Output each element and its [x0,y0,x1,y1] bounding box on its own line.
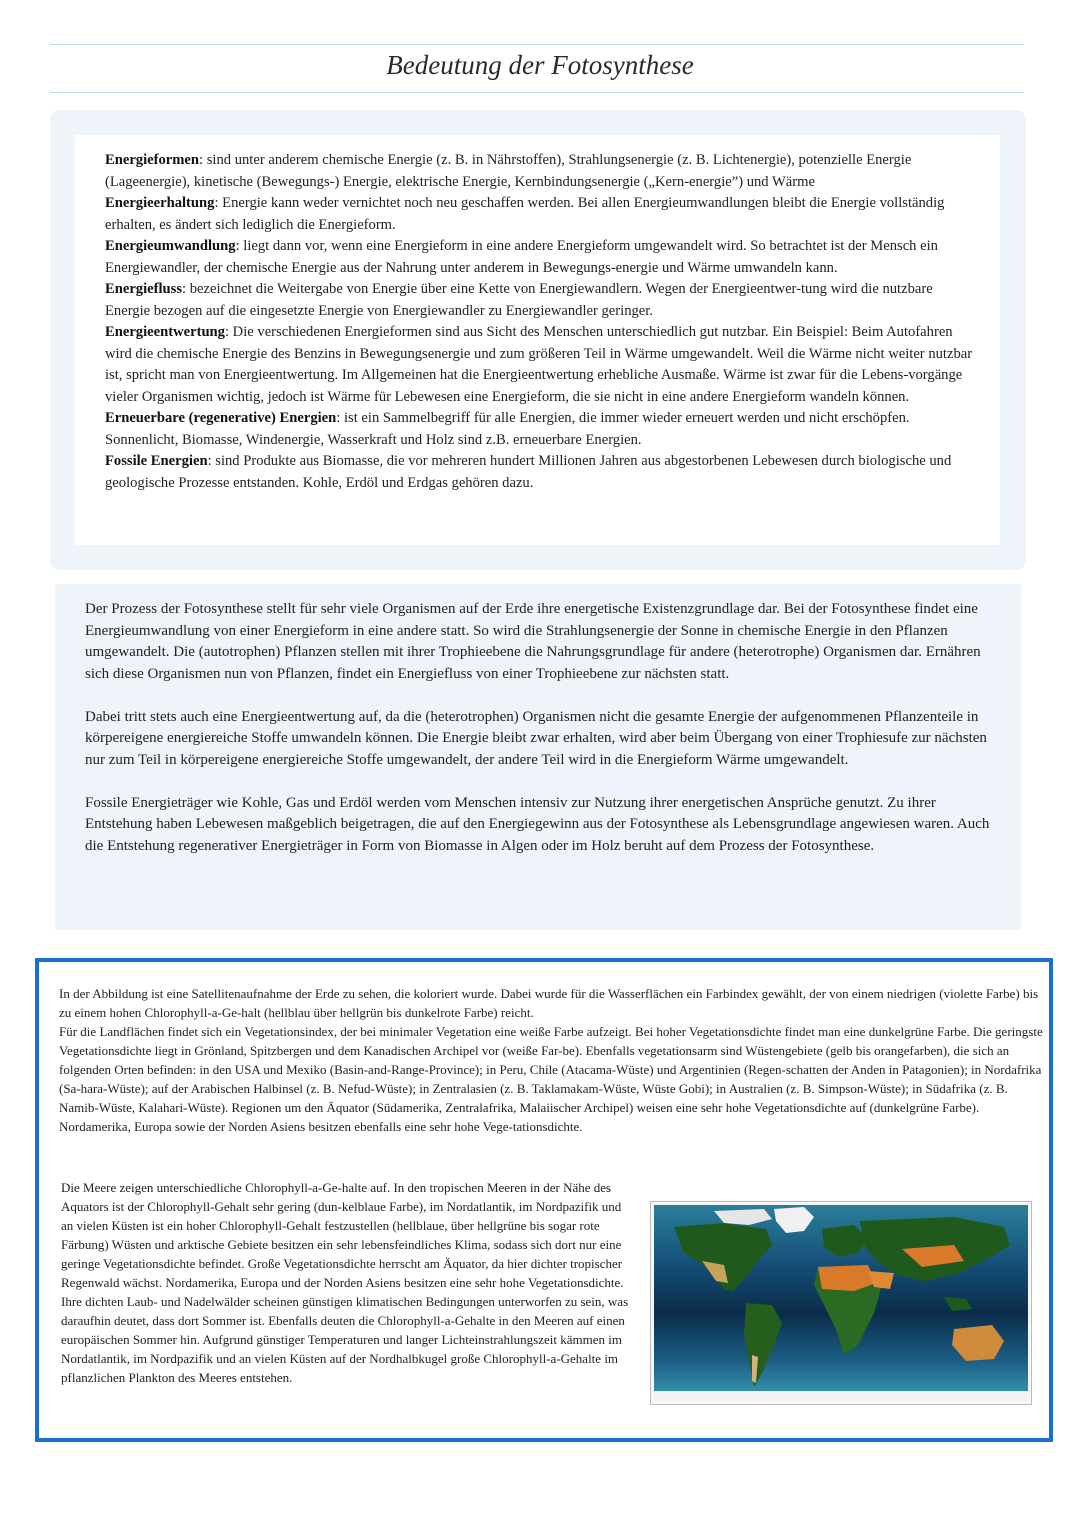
definition-term: Energieformen [105,152,200,168]
definitions-list [105,150,975,494]
definition-text: : liegt dann vor, wenn eine Energieform in eine andere Energieform umgewandelt wird. So betrachtet ist der Mensch ein Energiewandler, der chemische Energie aus der Nahrung unter anderem in Bewegungs-energie und Wärme umwandeln kann. [105,238,938,276]
definition-energieformen [105,150,975,193]
definition-text: : Energie kann weder vernichtet noch neu geschaffen werden. Bei allen Energieumwandlungen bleibt die Energie vollständig erhalten, es ändert sich lediglich die Energieform. [105,195,945,233]
definition-term: Erneuerbare (regenerative) Energien [105,410,337,426]
definition-text: : Die verschiedenen Energieformen sind aus Sicht des Menschen unterschiedlich gut nutzbar. Ein Beispiel: Beim Autofahren wird die chemische Energie des Benzins in Bewegungsenergie und zum größeren Teil in Wärme umgewandelt. Weil die Wärme nicht weiter nutzbar ist, spricht man von Energieentwertung. Im Allgemeinen hat die Energieentwertung erhebliche Ausmaße. Wärme ist zwar für die Lebens-vorgänge vieler Organismen wichtig, jedoch ist Wärme für Lebewesen eine Energieform, die sie nicht in eine andere Energieform wandeln können. [105,324,973,405]
header-top-rule [50,44,1024,45]
definition-text: : ist ein Sammelbegriff für alle Energien, die immer wieder erneuert werden und nicht erschöpfen. Sonnenlicht, Biomasse, Windenergie, Wasserkraft und Holz sind z.B. erneuerbare Energien. [105,410,910,448]
satellite-panel [35,958,1053,1442]
definition-term: Energieentwertung [105,324,225,340]
definition-energieerhaltung [105,193,975,236]
satellite-intro-paragraph: Für die Landflächen findet sich ein Vegetationsindex, der bei minimaler Vegetation eine weiße Farbe aufzeigt. Bei hoher Vegetationsdichte findet man eine dunkelgrüne Farbe. Die geringste Vegetationsdichte liegt in Grönland, Spitzbergen und dem Kanadischen Archipel vor (weiße Far-be). Ebenfalls vegetationsarm sind Wüstengebiete (gelb bis orangefarben), die sich an folgenden Orten befinden: in den USA und Mexiko (Basin-and-Range-Province); in Peru, Chile (Atacama-Wüste) und Argentinien (Regen-schatten der Anden in Patagonien); in Nordafrika (Sa-hara-Wüste); auf der Arabischen Halbinsel (z. B. Nefud-Wüste); in Zentralasien (z. B. Taklamakam-Wüste, Wüste Gobi); in Australien (z. B. Simpson-Wüste); in Südafrika (z. B. Namib-Wüste, Kalahari-Wüste). Regionen um den Äquator (Südamerika, Zentralafrika, Malaiischer Archipel) weisen eine sehr hohe Vegetationsdichte auf (dunkelgrüne Farbe). Nordamerika, Europa sowie der Norden Asiens besitzen ebenfalls eine sehr hohe Vege-tationsdichte. [59,1024,1043,1134]
photosynthesis-panel [55,584,1021,930]
antarctica [654,1391,1028,1401]
world-map-graphic [654,1205,1028,1401]
satellite-detail [61,1178,631,1387]
photosynthesis-paragraph: Dabei tritt stets auch eine Energieentwertung auf, da die (heterotrophen) Organismen nicht die gesamte Energie der aufgenommenen Pflanzenteile in körpereigene energiereiche Stoffe umwandeln können. Die Energie bleibt zwar erhalten, wird aber beim Übergang von einer Trophiesufe zur nächsten nur zum Teil in körpereigene energiereiche Stoffe umgewandelt, der andere Teil wird in die Energieform Wärme umgewandelt. [85,708,987,768]
definition-erneuerbare-energien [105,408,975,451]
satellite-intro [59,984,1044,1136]
definition-text: : sind Produkte aus Biomasse, die vor mehreren hundert Millionen Jahren aus abgestorbenen Lebewesen durch biologische und geologische Prozesse entstanden. Kohle, Erdöl und Erdgas gehören dazu. [105,453,952,491]
definitions-card [75,135,1000,545]
page-title: Bedeutung der Fotosynthese [386,50,694,80]
definition-energieentwertung [105,322,975,408]
definition-fossile-energien [105,451,975,494]
photosynthesis-paragraph: Fossile Energieträger wie Kohle, Gas und Erdöl werden vom Menschen intensiv zur Nutzung ihrer energetischen Ansprüche genutzt. Zu ihrer Entstehung haben Lebewesen maßgeblich beigetragen, die auf den Energiegewinn aus der Fotosynthese als Lebensgrundlage angewiesen waren. Auch die Entstehung regenerativer Energieträger in Form von Biomasse in Algen oder im Holz beruht auf dem Prozess der Fotosynthese. [85,794,990,854]
definition-energieumwandlung [105,236,975,279]
satellite-detail-paragraph: Die Meere zeigen unterschiedliche Chlorophyll-a-Ge-halte auf. In den tropischen Meeren in der Nähe des Aquators ist der Chlorophyll-Gehalt sehr gering (dun-kelblaue Farbe), im Nordatlantik, im Nordpazifik und an vielen Küsten ist ein hoher Chlorophyll-Gehalt festzustellen (hellblaue, über hellgrüne bis sogar rote Färbung) Wüsten und arktische Gebiete besitzen ein sehr lebensfeindliches Klima, sodass sich dort nur eine geringe Vegetationsdichte befindet. Große Vegetationsdichte herrscht am Äquator, da hier dichter tropischer Regenwald wächst. Nordamerika, Europa und der Norden Asiens besitzen eine sehr hohe Vegetationsdichte. Ihre dichten Laub- und Nadelwälder scheinen günstigen klimatischen Bedingungen unterworfen zu sein, was daraufhin deutet, dass dort Sommer ist. Ebenfalls deuten die Chlorophyll-a-Gehalte in den Meeren auf einen europäischen Sommer hin. Aufgrund günstiger Temperaturen und langer Lichteinstrahlungszeit kämmen im Nordatlantik, im Nordpazifik und an vielen Küsten auf der Nordhalbkugel große Chlorophyll-a-Gehalte im pflanzlichen Plankton des Meeres entstehen. [61,1180,629,1385]
definition-term: Energieerhaltung [105,195,215,211]
header-bottom-rule [50,92,1024,93]
photosynthesis-paragraph: Der Prozess der Fotosynthese stellt für sehr viele Organismen auf der Erde ihre energetische Existenzgrundlage dar. Bei der Fotosynthese findet eine Energieumwandlung von einer Energieform in eine andere statt. So wird die Strahlungsenergie der Sonne in chemische Energie in den Pflanzen umgewandelt. Die (autotrophen) Pflanzen stellen mit ihrer Trophieebene die Nahrungsgrundlage für andere (heterotrophe) Organismen dar. Ernähren sich diese Organismen nun von Pflanzen, findet ein Energiefluss von einer Trophieebene zur nächsten statt. [85,601,981,682]
satellite-intro-paragraph: In der Abbildung ist eine Satellitenaufnahme der Erde zu sehen, die koloriert wurde. Dabei wurde für die Wasserflächen ein Farbindex gewählt, der von einem niedrigen (violette Farbe) bis zu einem hohen Chlorophyll-a-Ge-halt (hellblau über hellgrün bis dunkelrote Farbe) reicht. [59,986,1039,1020]
definitions-panel [50,110,1026,570]
definition-text: : sind unter anderem chemische Energie (z. B. in Nährstoffen), Strahlungsenergie (z. B. Lichtenergie), potenzielle Energie (Lageenergie), kinetische (Bewegungs-) Energie, elektrische Energie, Kernbindungsenergie („Kern-energie”) und Wärme [105,152,912,190]
definition-term: Fossile Energien [105,453,208,469]
definition-term: Energieumwandlung [105,238,236,254]
photosynthesis-text [85,599,1005,879]
definition-term: Energiefluss [105,281,183,297]
definition-energiefluss [105,279,975,322]
definition-text: : bezeichnet die Weitergabe von Energie über eine Kette von Energiewandlern. Wegen der Energieentwer-tung wird die nutzbare Energie bezogen auf die eingesetzte Energie von Energiewandler zu Energiewandler geringer. [105,281,933,319]
satellite-world-map [651,1202,1031,1404]
